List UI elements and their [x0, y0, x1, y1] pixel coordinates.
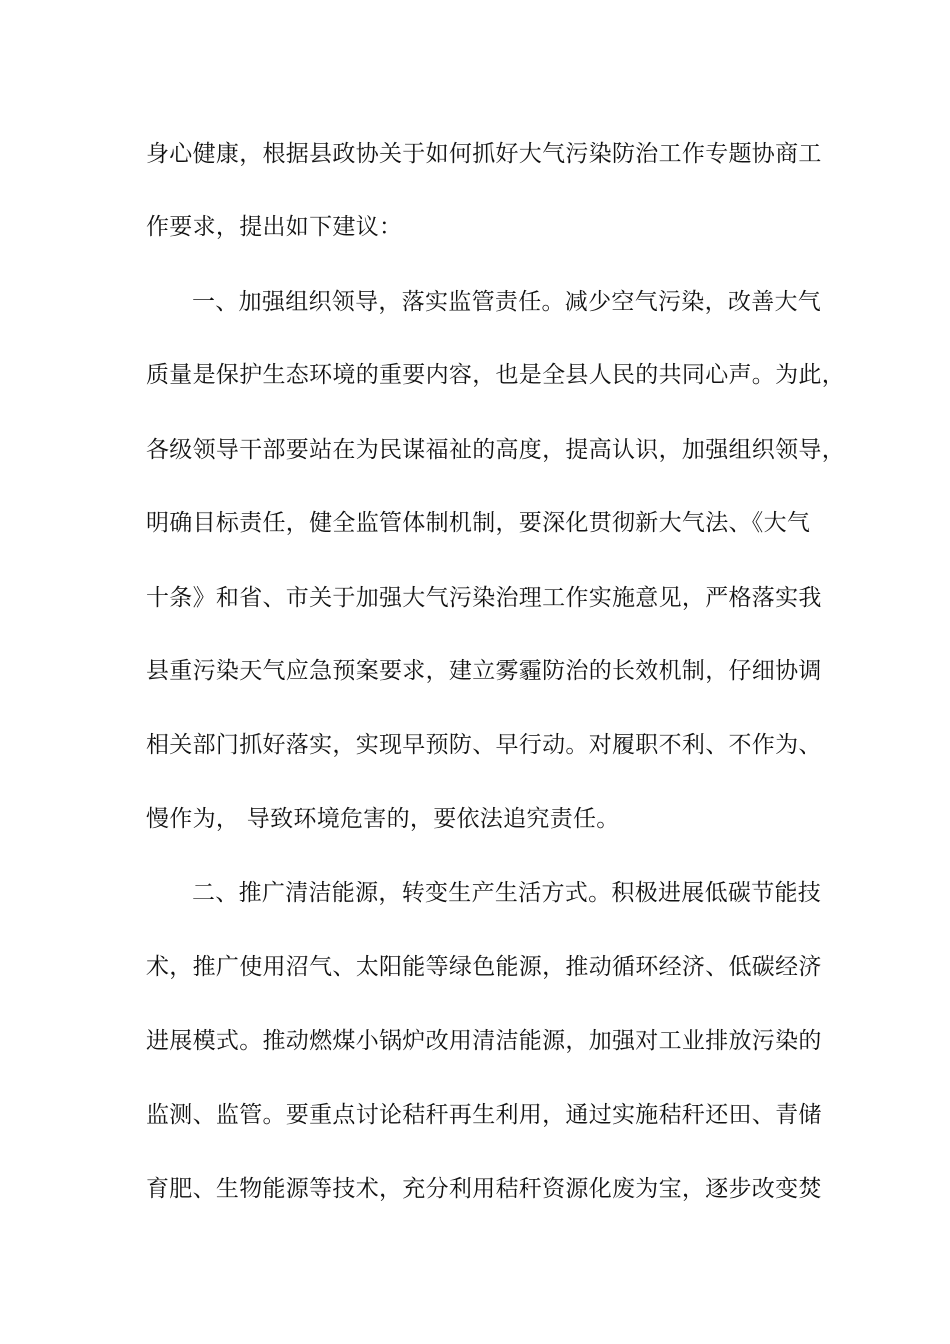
text-line: 慢作为， 导致环境危害的，要依法追究责任。 [146, 806, 620, 832]
section-heading-line: 二、推广清洁能源，转变生产生活方式。积极进展低碳节能技 [192, 880, 822, 906]
text-line: 各级领导干部要站在为民谋福祉的高度，提高认识，加强组织领导， [146, 437, 845, 463]
text-line: 十条》和省、市关于加强大气污染治理工作实施意见，严格落实我 [146, 585, 822, 611]
text-line: 身心健康，根据县政协关于如何抓好大气污染防治工作专题协商工 [146, 141, 822, 167]
text-line: 相关部门抓好落实，实现早预防、早行动。对履职不利、不作为、 [146, 732, 822, 758]
text-line: 进展模式。推动燃煤小锅炉改用清洁能源，加强对工业排放污染的 [146, 1028, 822, 1054]
text-line: 县重污染天气应急预案要求，建立雾霾防治的长效机制，仔细协调 [146, 658, 822, 684]
text-line: 育肥、生物能源等技术，充分利用秸秆资源化废为宝，逐步改变焚 [146, 1176, 822, 1202]
section-heading-line: 一、加强组织领导，落实监管责任。减少空气污染，改善大气 [192, 289, 822, 315]
text-line: 监测、监管。要重点讨论秸秆再生利用，通过实施秸秆还田、青储 [146, 1102, 822, 1128]
text-line: 质量是保护生态环境的重要内容，也是全县人民的共同心声。为此， [146, 362, 845, 388]
text-line: 明确目标责任，健全监管体制机制，要深化贯彻新大气法、《大气 [146, 510, 811, 536]
text-line: 术，推广使用沼气、太阳能等绿色能源，推动循环经济、低碳经济 [146, 954, 822, 980]
text-line: 作要求，提出如下建议： [146, 214, 403, 240]
